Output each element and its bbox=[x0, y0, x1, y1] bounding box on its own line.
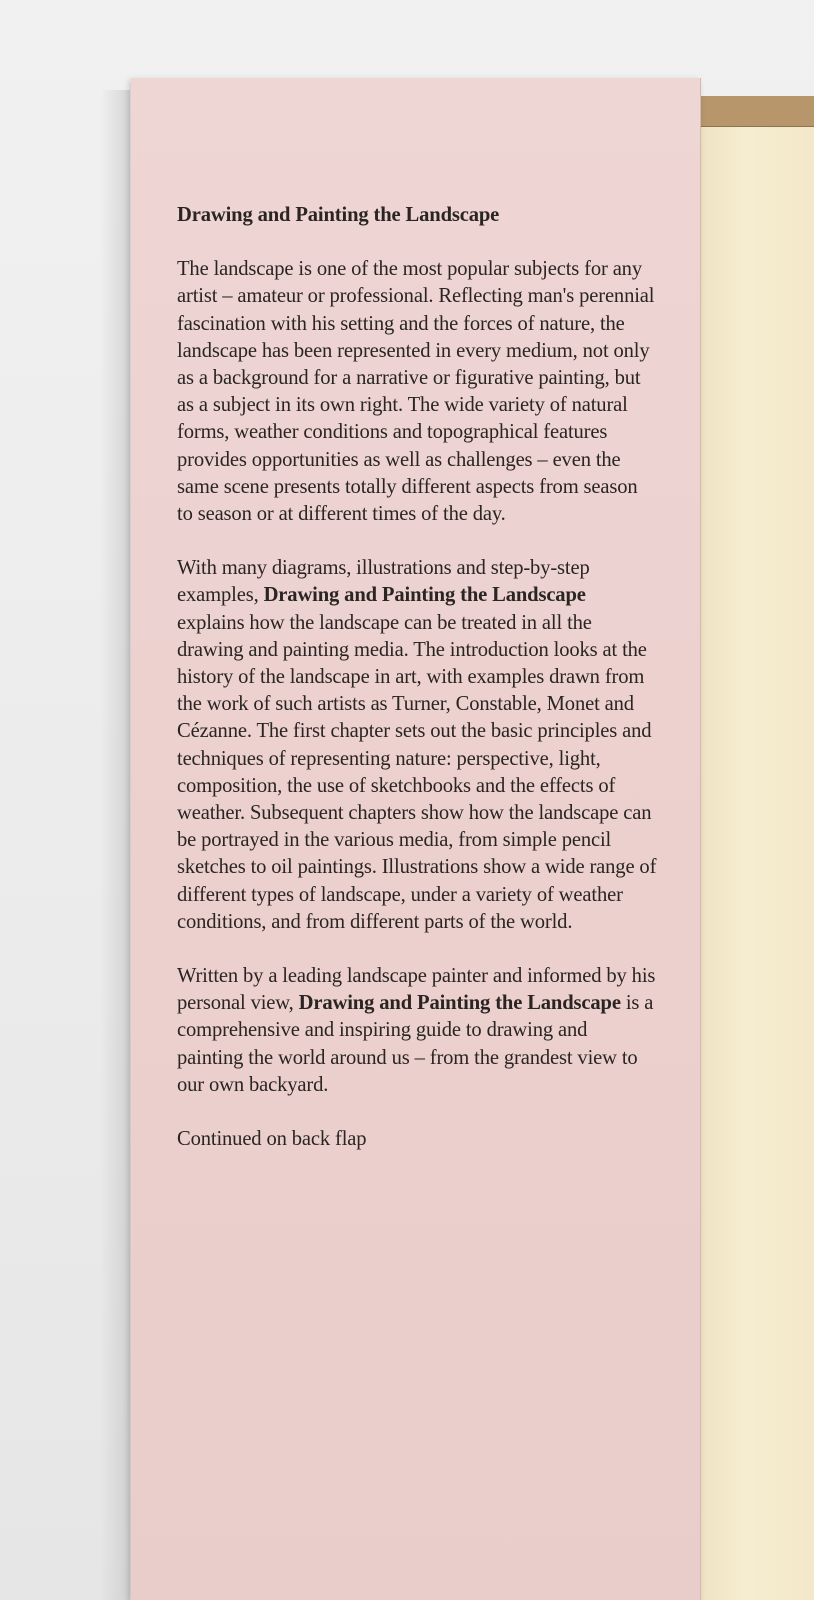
dust-jacket-flap bbox=[131, 78, 701, 1600]
paragraph-3-body: is a comprehensive and inspiring guide to drawing and painting the world around us – from the grandest view to our own backyard. bbox=[177, 992, 654, 1096]
flap-paragraph-2 bbox=[177, 555, 657, 936]
paragraph-2-book-title: Drawing and Painting the Landscape bbox=[263, 584, 586, 607]
flap-paragraph-1 bbox=[177, 256, 657, 528]
flap-text-block bbox=[177, 202, 657, 1153]
flap-paragraph-3 bbox=[177, 963, 657, 1099]
paragraph-3-book-title: Drawing and Painting the Landscape bbox=[298, 992, 621, 1015]
paragraph-2-body: explains how the landscape can be treated in all the drawing and painting media. The introduction looks at the history of the landscape in art, with examples drawn from the work of such artists as Turner, Constable, Monet and Cézanne. The first chapter sets out the basic principles and techniques of representing nature: perspective, light, composition, the use of sketchbooks and the effects of weather. Subsequent chapters show how the landscape can be portrayed in the various media, from simple pencil sketches to oil paintings. Illustrations show a wide range of different types of landscape, under a variety of weather conditions, and from different parts of the world. bbox=[177, 611, 657, 933]
continued-note: Continued on back flap bbox=[177, 1128, 367, 1151]
flap-shadow bbox=[100, 90, 130, 1600]
book-board bbox=[700, 96, 814, 1600]
book-board-edge bbox=[700, 96, 814, 127]
paragraph-1-text: The landscape is one of the most popular subjects for any artist – amateur or professional. Reflecting man's perennial fascination with his setting and the forces of nature, the landscape has been represented in every medium, not only as a background for a narrative or figurative painting, but as a subject in its own right. The wide variety of natural forms, weather conditions and topographical features provides opportunities as well as challenges – even the same scene presents totally different aspects from season to season or at different times of the day. bbox=[177, 258, 655, 526]
flap-title: Drawing and Painting the Landscape bbox=[177, 204, 500, 226]
paragraph-2-lead: With many diagrams, illustrations and step-by-step examples, bbox=[177, 557, 590, 607]
paragraph-3-lead: Written by a leading landscape painter and informed by his personal view, bbox=[177, 965, 656, 1015]
